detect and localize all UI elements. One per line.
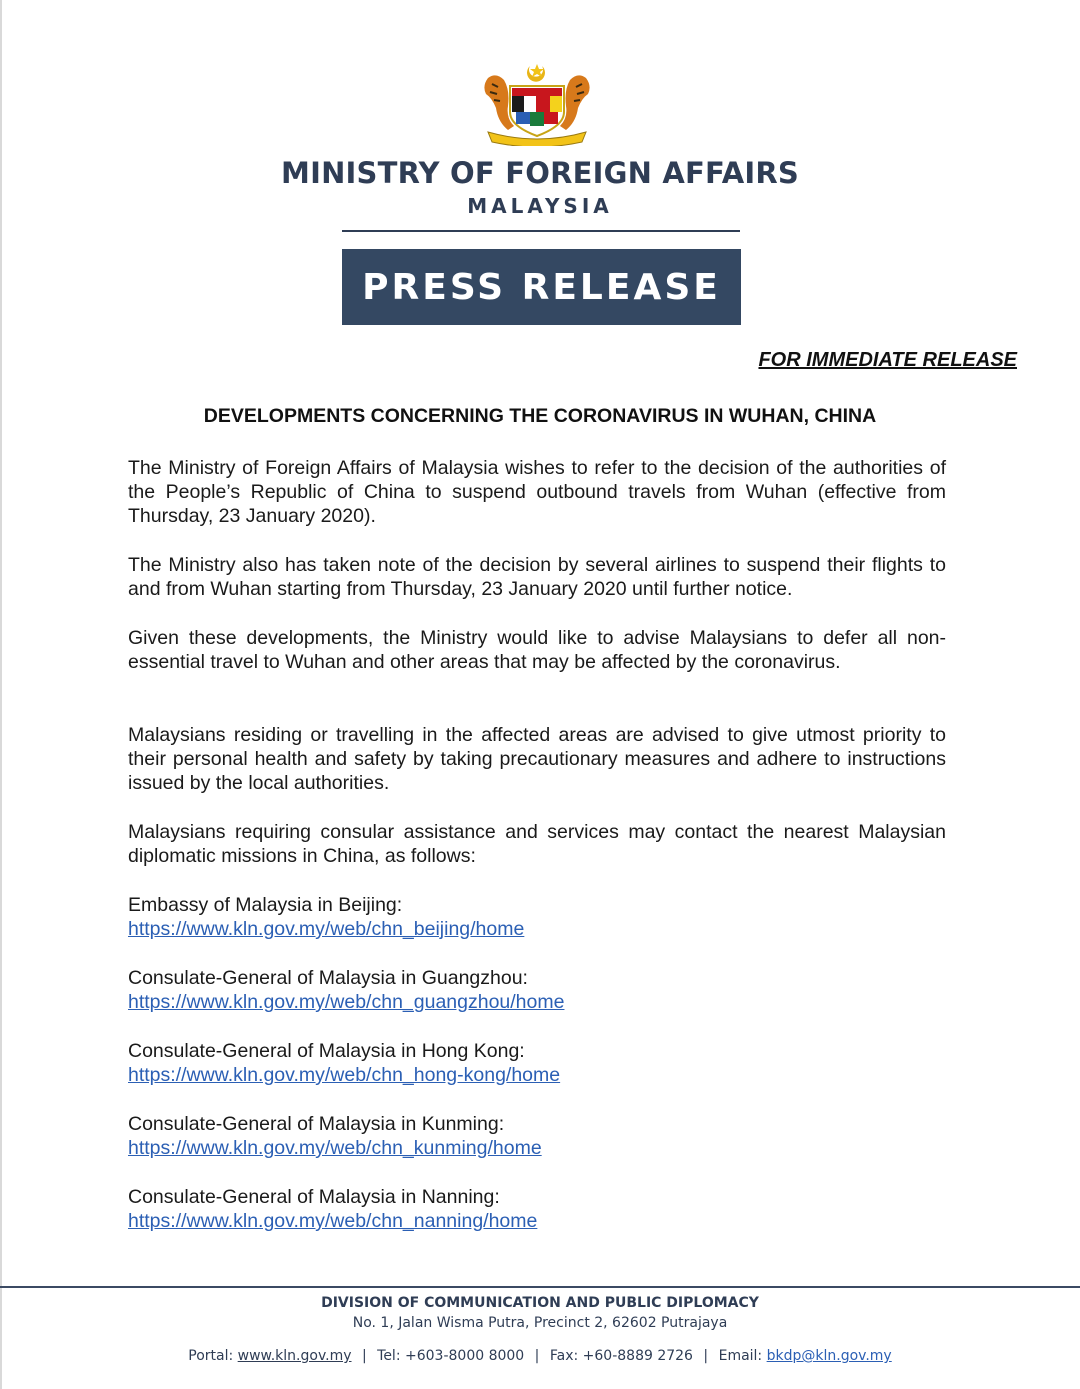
paragraph-2: The Ministry also has taken note of the decision by several airlines to suspend their flights to and from Wuhan starting from Thursday, 23 January 2020 until further notice.	[128, 554, 946, 600]
fax-label: Fax:	[549, 1348, 579, 1364]
malaysia-coat-of-arms-icon	[478, 62, 596, 146]
press-release-label: PRESS RELEASE	[362, 266, 721, 308]
press-release-banner	[342, 249, 741, 325]
mission-link[interactable]: https://www.kln.gov.my/web/chn_beijing/home	[128, 918, 525, 940]
paragraph-5: Malaysians requiring consular assistance and services may contact the nearest Malaysian diplomatic missions in China, as follows:	[128, 821, 946, 867]
mission-nanning	[128, 1185, 537, 1233]
footer-division: DIVISION OF COMMUNICATION AND PUBLIC DIPLOMACY	[321, 1295, 759, 1311]
mission-beijing	[128, 893, 524, 941]
mission-name: Embassy of Malaysia in Beijing:	[128, 894, 403, 916]
separator: |	[361, 1348, 367, 1364]
header-divider	[342, 230, 740, 232]
paragraph-3: Given these developments, the Ministry would like to advise Malaysians to defer all non-essential travel to Wuhan and other areas that may be affected by the coronavirus.	[128, 627, 946, 673]
footer-contact-line	[0, 1348, 1080, 1364]
separator: |	[703, 1348, 709, 1364]
email-link[interactable]: bkdp@kln.gov.my	[766, 1348, 892, 1364]
paragraph-4: Malaysians residing or travelling in the affected areas are advised to give utmost priority to their personal health and safety by taking precautionary measures and adhere to instructions issued by the local authorities.	[128, 724, 946, 794]
email-label: Email:	[718, 1348, 763, 1364]
mission-link[interactable]: https://www.kln.gov.my/web/chn_guangzhou/home	[128, 991, 565, 1013]
mission-link[interactable]: https://www.kln.gov.my/web/chn_hong-kong/home	[128, 1064, 561, 1086]
tel-label: Tel:	[377, 1348, 401, 1364]
ministry-name: MINISTRY OF FOREIGN AFFAIRS	[281, 156, 799, 190]
mission-guangzhou	[128, 966, 564, 1014]
mission-name: Consulate-General of Malaysia in Nanning:	[128, 1186, 500, 1208]
headline: DEVELOPMENTS CONCERNING THE CORONAVIRUS IN WUHAN, CHINA	[203, 405, 877, 427]
separator: |	[534, 1348, 540, 1364]
portal-label: Portal:	[188, 1348, 234, 1364]
immediate-release-note: FOR IMMEDIATE RELEASE	[758, 349, 1017, 371]
mission-hong-kong	[128, 1039, 560, 1087]
mission-name: Consulate-General of Malaysia in Guangzhou:	[128, 967, 528, 989]
mission-name: Consulate-General of Malaysia in Hong Kong:	[128, 1040, 525, 1062]
fax-value: +60-8889 2726	[582, 1348, 693, 1364]
mission-name: Consulate-General of Malaysia in Kunming:	[128, 1113, 505, 1135]
mission-kunming	[128, 1112, 542, 1160]
tel-value: +603-8000 8000	[405, 1348, 525, 1364]
paragraph-1: The Ministry of Foreign Affairs of Malaysia wishes to refer to the decision of the authorities of the People’s Republic of China to suspend outbound travels from Wuhan (effective from Thursday, 23 January 2020).	[128, 457, 946, 527]
footer-divider	[0, 1286, 1080, 1288]
portal-link[interactable]: www.kln.gov.my	[237, 1348, 352, 1364]
mission-link[interactable]: https://www.kln.gov.my/web/chn_nanning/home	[128, 1210, 538, 1232]
mission-link[interactable]: https://www.kln.gov.my/web/chn_kunming/home	[128, 1137, 542, 1159]
footer-address: No. 1, Jalan Wisma Putra, Precinct 2, 62602 Putrajaya	[352, 1315, 728, 1331]
country-name: MALAYSIA	[467, 194, 613, 218]
